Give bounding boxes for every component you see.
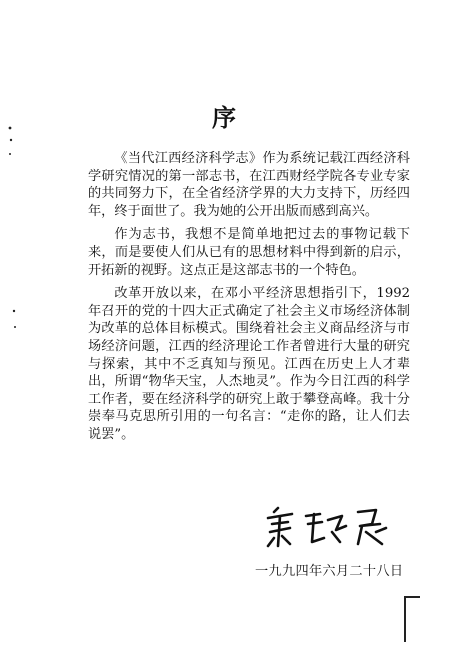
corner-bracket-mark xyxy=(404,596,420,642)
left-margin-marks xyxy=(6,120,16,160)
left-margin-dots xyxy=(10,305,20,335)
signature-graphic xyxy=(262,502,412,552)
preface-body xyxy=(88,150,410,450)
date-line: 一九九四年六月二十八日 xyxy=(255,564,404,579)
paragraph-1: 《当代江西经济科学志》作为系统记载江西经济科学研究情况的第一部志书，在江西财经学院各专业专家的共同努力下，在全省经济学界的大力支持下，历经四年，终于面世了。我为她的公开出版而感到高兴。 xyxy=(88,151,410,219)
page-title: 序 xyxy=(212,103,238,132)
paragraph-2: 作为志书，我想不是简单地把过去的事物记载下来，而是要使人们从已有的思想材料中得到新的启示，开拓新的视野。这点正是这部志书的一个特色。 xyxy=(88,227,410,278)
handwritten-signature xyxy=(262,502,412,552)
paragraph-3: 改革开放以来，在邓小平经济思想指引下，1992 年召开的党的十四大正式确定了社会主义市场经济体制为改革的总体目标模式。围绕着社会主义商品经济与市场经济问题，江西的经济理论工作者曾进行大量的研究与探索，其中不乏真知与预见。江西在历史上人才辈出，所谓“物华天宝，人杰地灵”。作为今日江西的科学工作者，要在经济科学的研究上敢于攀登高峰。我十分崇奉马克思所引用的一句名言：“走你的路，让人们去说罢”。 xyxy=(88,286,410,442)
